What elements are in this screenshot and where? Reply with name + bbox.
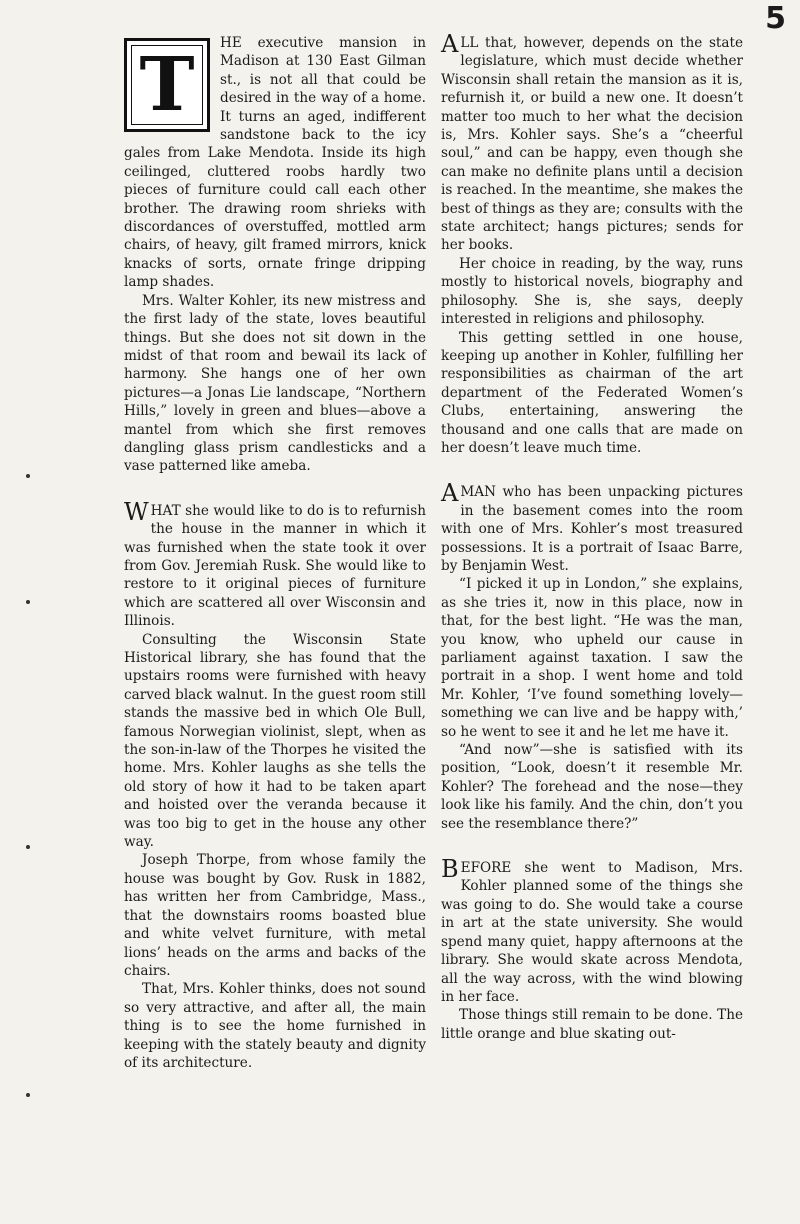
section-paragraph: BEFORE she went to Madison, Mrs. Kohler planned some of the things she was going to do. She would take a course in art at the state university. She would spend many quiet, happy afternoons at the library. She would skate across Mendota, all the way across, with the wind blowing in her face. <box>441 855 743 1005</box>
article-paragraph: That, Mrs. Kohler thinks, does not sound so very attractive, and after all, the main thing is to see the home furnished in keeping with the stately beauty and dignity of its architecture. <box>124 981 426 1071</box>
article-paragraph: Those things still remain to be done. The little orange and blue skating out- <box>441 1007 743 1042</box>
dropcap-ornament <box>124 38 210 132</box>
page-number: 5 <box>765 1 786 36</box>
article-paragraph: This getting settled in one house, keeping up another in Kohler, fulfilling her responsibilities as chairman of the art department of the Federated Women’s Clubs, entertaining, answering the thousand and one calls that are made on her doesn’t leave much time. <box>441 329 743 456</box>
margin-dot <box>26 474 30 478</box>
margin-dot <box>26 1093 30 1097</box>
initial-capital: A <box>441 479 459 508</box>
initial-capital: A <box>441 30 459 58</box>
article-paragraph: Consulting the Wisconsin State Historical library, she has found that the upstairs rooms were furnished with heavy carved black walnut. In the guest room still stands the massive bed in which Ole Bull, famous Norwegian violinist, slept, when as the son-in-law of the Thorpes he visited the home. Mrs. Kohler laughs as she tells the old story of how it had to be taken apart and hoisted over the veranda because it was too big to get in the house any other way. <box>124 631 426 851</box>
margin-dot <box>26 600 30 604</box>
margin-dot <box>26 845 30 849</box>
right-column <box>441 30 743 1043</box>
article-paragraph: HE executive mansion in Madison at 130 East Gilman st., is not all that could be desired in the way of a home. It turns an aged, indifferent sandstone back to the icy gales from Lake Mendota. Inside its high ceilinged, cluttered roobs hardly two pieces of furniture could call each other brother. The drawing room shrieks with discordances of overstuffed, mottled arm chairs, of heavy, gilt framed mirrors, knick knacks of sorts, ornate fringe dripping lamp shades. <box>124 35 426 291</box>
initial-capital: W <box>124 497 149 526</box>
section-paragraph: ALL that, however, depends on the state legislature, which must decide whether Wisconsin shall retain the mansion as it is, refurnish it, or build a new one. It doesn’t matter too much to her what the decision is, Mrs. Kohler says. She’s a “cheerful soul,” and can be happy, even though she can make no definite plans until a decision is reached. In the meantime, she makes the best of things as they are; consults with the state architect; hangs pictures; sends for her books. <box>441 30 743 254</box>
section-paragraph: AMAN who has been unpacking pictures in the basement comes into the room with one of Mrs. Kohler’s most treasured possessions. It is a portrait of Isaac Barre, by Benjamin West. <box>441 479 743 574</box>
initial-capital: B <box>441 855 459 884</box>
dropcap-letter: T <box>139 42 195 128</box>
left-column <box>124 34 426 1072</box>
section-paragraph: WHAT she would like to do is to refurnish the house in the manner in which it was furnished when the state took it over from Gov. Jeremiah Rusk. She would like to restore to it original pieces of furniture which are scattered all over Wisconsin and Illinois. <box>124 497 426 630</box>
article-paragraph: Joseph Thorpe, from whose family the house was bought by Gov. Rusk in 1882, has written her from Cambridge, Mass., that the downstairs rooms boasted blue and white velvet furniture, with metal lions’ heads on the arms and backs of the chairs. <box>124 852 426 979</box>
article-paragraph: “And now”—she is satisfied with its position, “Look, doesn’t it resemble Mr. Kohler? The forehead and the nose—they look like his family. And the chin, don’t you see the resemblance there?” <box>441 742 743 832</box>
article-paragraph: “I picked it up in London,” she explains, as she tries it, now in this place, now in that, for the best light. “He was the man, you know, who upheld our cause in parliament against taxation. I saw the portrait in a shop. I went home and told Mr. Kohler, ‘I’ve found something lovely—something we can live and be happy with,’ so he went to see it and he let me have it. <box>441 576 743 740</box>
article-paragraph: Mrs. Walter Kohler, its new mistress and the first lady of the state, loves beautiful things. But she does not sit down in the midst of that room and bewail its lack of harmony. She hangs one of her own pictures—a Jonas Lie landscape, “Northern Hills,” lovely in green and blues—above a mantel from which she first removes dangling glass prism candlesticks and a vase patterned like ameba. <box>124 292 426 475</box>
article-paragraph: Her choice in reading, by the way, runs mostly to historical novels, biography and philosophy. She is, she says, deeply interested in religions and philosophy. <box>441 255 743 328</box>
